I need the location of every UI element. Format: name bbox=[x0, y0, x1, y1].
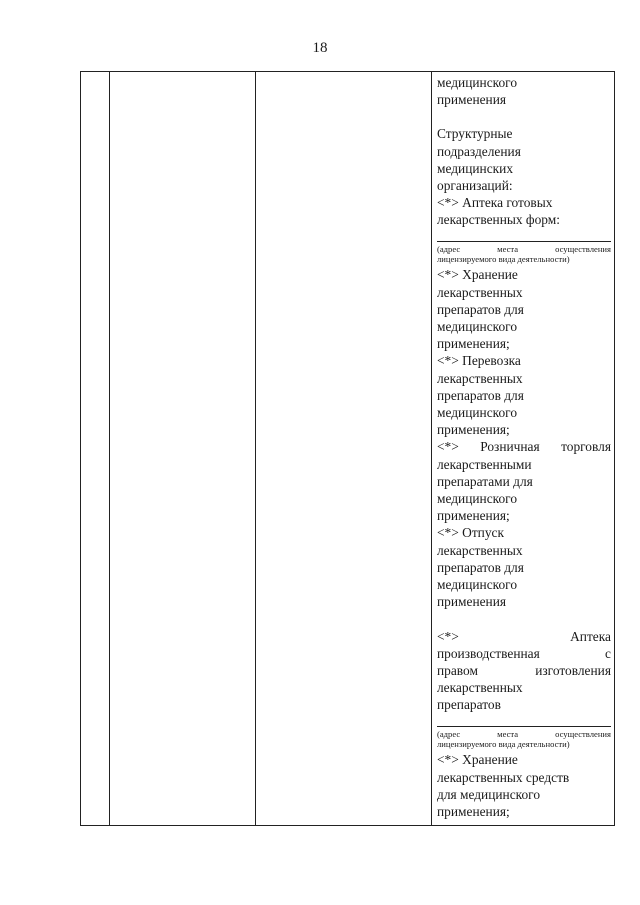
subdivisions-heading: Структурные bbox=[437, 126, 513, 142]
text-line: применения bbox=[437, 92, 507, 108]
storage-line: применения; bbox=[437, 336, 510, 352]
subdivisions-heading: организаций: bbox=[437, 178, 513, 194]
column-divider bbox=[431, 72, 432, 825]
transport-line: препаратов для bbox=[437, 387, 524, 403]
subdivisions-heading: подразделения bbox=[437, 143, 521, 159]
dispense-line: препаратов для bbox=[437, 559, 524, 575]
retail-line: <*> Розничная торговля bbox=[437, 439, 611, 455]
storage-line: препаратов для bbox=[437, 301, 524, 317]
storage-line: <*> Хранение bbox=[437, 267, 518, 283]
storage-means-line: для медицинского bbox=[437, 786, 541, 802]
retail-line: препаратами для bbox=[437, 473, 533, 489]
address-note: (адрес места осуществления лицензируемого вида деятельности) bbox=[437, 243, 611, 265]
storage-line: медицинского bbox=[437, 319, 518, 335]
pharmacy-ready-label: <*> Аптека готовых bbox=[437, 195, 553, 211]
dispense-line: лекарственных bbox=[437, 542, 523, 558]
address-blank-line bbox=[437, 229, 611, 242]
address-note: (адрес места осуществления лицензируемого вида деятельности) bbox=[437, 728, 611, 749]
transport-line: медицинского bbox=[437, 405, 518, 421]
dispense-line: медицинского bbox=[437, 577, 518, 593]
column-divider bbox=[255, 72, 256, 825]
form-table bbox=[80, 71, 615, 826]
dispense-line: <*> Отпуск bbox=[437, 525, 504, 541]
dispense-line: применения bbox=[437, 594, 507, 610]
pharmacy-production-line: правом изготовления bbox=[437, 662, 611, 678]
retail-line: лекарственными bbox=[437, 456, 532, 472]
transport-line: <*> Перевозка bbox=[437, 353, 521, 369]
pharmacy-production-line: препаратов bbox=[437, 697, 501, 713]
storage-means-line: применения; bbox=[437, 803, 510, 819]
retail-line: медицинского bbox=[437, 491, 518, 507]
pharmacy-ready-label: лекарственных форм: bbox=[437, 212, 560, 228]
transport-line: лекарственных bbox=[437, 370, 523, 386]
pharmacy-production-line: <*> Аптека bbox=[437, 628, 611, 644]
column-divider bbox=[109, 72, 110, 825]
address-blank-line bbox=[437, 714, 611, 727]
storage-line: лекарственных bbox=[437, 284, 523, 300]
storage-means-line: лекарственных средств bbox=[437, 769, 570, 785]
text-line: медицинского bbox=[437, 75, 518, 90]
transport-line: применения; bbox=[437, 422, 510, 438]
retail-line: применения; bbox=[437, 508, 510, 524]
page-number: 18 bbox=[312, 40, 328, 56]
pharmacy-production-line: производственная с bbox=[437, 645, 611, 661]
activity-cell bbox=[437, 74, 611, 820]
pharmacy-production-line: лекарственных bbox=[437, 680, 523, 696]
subdivisions-heading: медицинских bbox=[437, 160, 514, 176]
storage-means-line: <*> Хранение bbox=[437, 752, 518, 768]
